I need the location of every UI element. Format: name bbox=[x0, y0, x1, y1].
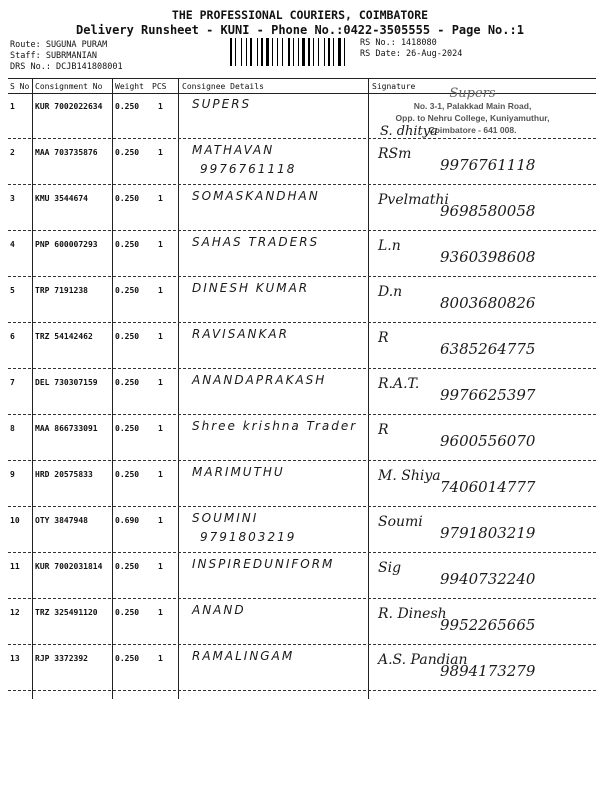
row-consignment-no: TRZ 54142462 bbox=[35, 332, 93, 341]
col-divider bbox=[112, 78, 113, 699]
row-signature: Pvelmathi bbox=[378, 192, 449, 208]
row-consignee-name: RAMALINGAM bbox=[192, 649, 295, 663]
runsheet-subtitle: Delivery Runsheet - KUNI - Phone No.:0422-3505555 - Page No.:1 bbox=[76, 23, 524, 37]
row-signature-phone: 9791803219 bbox=[440, 524, 536, 542]
row-divider bbox=[8, 552, 596, 553]
stamp-address-line: Opp. to Nehru College, Kuniyamuthur, bbox=[395, 113, 550, 123]
row-pcs: 1 bbox=[158, 286, 163, 295]
row-divider bbox=[8, 644, 596, 645]
row-signature: L.n bbox=[378, 238, 401, 254]
row-sno: 1 bbox=[10, 102, 15, 111]
row-pcs: 1 bbox=[158, 240, 163, 249]
row-sno: 4 bbox=[10, 240, 15, 249]
row-divider bbox=[8, 184, 596, 185]
col-divider bbox=[32, 78, 33, 699]
row-weight: 0.250 bbox=[115, 470, 140, 479]
row-pcs: 1 bbox=[158, 608, 163, 617]
row-consignment-no: KMU 3544674 bbox=[35, 194, 88, 203]
row-signature-phone: 9600556070 bbox=[440, 432, 536, 450]
route-label: Route: SUGUNA PURAM bbox=[10, 40, 108, 50]
header-weight: Weight bbox=[115, 82, 144, 91]
row-consignee-name: ANAND bbox=[192, 603, 246, 617]
header-signature: Signature bbox=[372, 82, 416, 91]
row-weight: 0.250 bbox=[115, 608, 140, 617]
row-weight: 0.250 bbox=[115, 332, 140, 341]
col-divider bbox=[178, 78, 179, 699]
row-weight: 0.250 bbox=[115, 240, 140, 249]
row-consignment-no: KUR 7002022634 bbox=[35, 102, 103, 111]
row-signature: M. Shiya bbox=[378, 468, 441, 484]
row-consignment-no: OTY 3847948 bbox=[35, 516, 88, 525]
row-sno: 2 bbox=[10, 148, 15, 157]
row-sno: 7 bbox=[10, 378, 15, 387]
col-divider bbox=[368, 78, 369, 699]
row-weight: 0.250 bbox=[115, 286, 140, 295]
row-sno: 10 bbox=[10, 516, 20, 525]
row-consignee-name: ANANDAPRAKASH bbox=[192, 373, 327, 387]
row-consignee-name: SAHAS TRADERS bbox=[192, 235, 320, 249]
row-signature-phone: 9976761118 bbox=[440, 156, 536, 174]
row-consignment-no: DEL 730307159 bbox=[35, 378, 98, 387]
row-weight: 0.690 bbox=[115, 516, 140, 525]
row-consignment-no: HRD 20575833 bbox=[35, 470, 93, 479]
row-pcs: 1 bbox=[158, 470, 163, 479]
row-signature-phone: 9976625397 bbox=[440, 386, 536, 404]
row-consignment-no: RJP 3372392 bbox=[35, 654, 88, 663]
row-consignee-name: MATHAVAN bbox=[192, 143, 275, 157]
row-divider bbox=[8, 138, 596, 139]
row-pcs: 1 bbox=[158, 562, 163, 571]
row-pcs: 1 bbox=[158, 332, 163, 341]
header-sno: S No bbox=[10, 82, 30, 91]
row-pcs: 1 bbox=[158, 148, 163, 157]
row-signature: R bbox=[378, 330, 389, 346]
row-consignee-name: SOUMINI bbox=[192, 511, 259, 525]
row-consignee-phone: 9976761118 bbox=[200, 162, 297, 176]
row-pcs: 1 bbox=[158, 378, 163, 387]
row-sno: 11 bbox=[10, 562, 20, 571]
stamp-address-line: Coimbatore - 641 008. bbox=[428, 125, 517, 135]
row-signature: R. Dinesh bbox=[378, 606, 447, 622]
header-consignee: Consignee Details bbox=[182, 82, 264, 91]
row-consignment-no: TRP 7191238 bbox=[35, 286, 88, 295]
row-signature-phone: 7406014777 bbox=[440, 478, 536, 496]
row-signature-phone: 9360398608 bbox=[440, 248, 536, 266]
row-divider bbox=[8, 368, 596, 369]
row-signature-phone: 9952265665 bbox=[440, 616, 536, 634]
rs-date: RS Date: 26-Aug-2024 bbox=[360, 49, 463, 59]
row-signature-phone: 6385264775 bbox=[440, 340, 536, 358]
row-sno: 12 bbox=[10, 608, 20, 617]
row-divider bbox=[8, 460, 596, 461]
stamp-name: Supers bbox=[449, 86, 496, 101]
row-divider bbox=[8, 276, 596, 277]
row-divider bbox=[8, 690, 596, 691]
barcode bbox=[230, 38, 355, 66]
row-signature: RSm bbox=[378, 146, 412, 162]
row-consignment-no: KUR 7002031814 bbox=[35, 562, 103, 571]
row-pcs: 1 bbox=[158, 654, 163, 663]
row-signature: R bbox=[378, 422, 389, 438]
row-sno: 13 bbox=[10, 654, 20, 663]
row-signature: D.n bbox=[378, 284, 403, 300]
row-consignment-no: TRZ 325491120 bbox=[35, 608, 98, 617]
row-weight: 0.250 bbox=[115, 148, 140, 157]
row-sno: 3 bbox=[10, 194, 15, 203]
row-pcs: 1 bbox=[158, 194, 163, 203]
row-signature: A.S. Pandian bbox=[378, 652, 468, 668]
row-signature-phone: 9894173279 bbox=[440, 662, 536, 680]
stamp-address-line: No. 3-1, Palakkad Main Road, bbox=[413, 101, 532, 111]
row-sno: 5 bbox=[10, 286, 15, 295]
row-signature: Soumi bbox=[378, 514, 423, 530]
row-sno: 8 bbox=[10, 424, 15, 433]
rs-number: RS No.: 1418080 bbox=[360, 38, 437, 48]
row-weight: 0.250 bbox=[115, 654, 140, 663]
row-pcs: 1 bbox=[158, 102, 163, 111]
row-consignee-name: INSPIREDUNIFORM bbox=[192, 557, 335, 571]
row-signature: S. dhitya bbox=[380, 124, 438, 139]
row-consignee-name: RAVISANKAR bbox=[192, 327, 289, 341]
row-divider bbox=[8, 414, 596, 415]
row-signature: Sig bbox=[378, 560, 402, 576]
drs-number: DRS No.: DCJB141808001 bbox=[10, 62, 123, 72]
row-weight: 0.250 bbox=[115, 194, 140, 203]
row-divider bbox=[8, 230, 596, 231]
row-consignee-name: DINESH KUMAR bbox=[192, 281, 310, 295]
row-consignment-no: MAA 703735876 bbox=[35, 148, 98, 157]
company-title: THE PROFESSIONAL COURIERS, COIMBATORE bbox=[171, 8, 429, 22]
row-sno: 6 bbox=[10, 332, 15, 341]
row-weight: 0.250 bbox=[115, 562, 140, 571]
row-consignee-name: SUPERS bbox=[192, 97, 252, 111]
row-consignee-phone: 9791803219 bbox=[200, 530, 297, 544]
row-pcs: 1 bbox=[158, 424, 163, 433]
row-divider bbox=[8, 506, 596, 507]
row-signature: R.A.T. bbox=[378, 376, 420, 392]
table-top-rule bbox=[8, 78, 596, 79]
row-consignee-name: Shree krishna Trader bbox=[192, 419, 358, 433]
row-consignee-name: SOMASKANDHAN bbox=[192, 189, 320, 203]
row-consignment-no: MAA 866733091 bbox=[35, 424, 98, 433]
row-pcs: 1 bbox=[158, 516, 163, 525]
staff-label: Staff: SUBRMANIAN bbox=[10, 51, 97, 61]
row-signature-phone: 8003680826 bbox=[440, 294, 536, 312]
row-sno: 9 bbox=[10, 470, 15, 479]
row-consignee-name: MARIMUTHU bbox=[192, 465, 285, 479]
header-pcs: PCS bbox=[152, 82, 167, 91]
row-signature-phone: 9940732240 bbox=[440, 570, 536, 588]
row-consignment-no: PNP 600007293 bbox=[35, 240, 98, 249]
header-consignment: Consignment No bbox=[35, 82, 103, 91]
row-signature-phone: 9698580058 bbox=[440, 202, 536, 220]
row-divider bbox=[8, 322, 596, 323]
row-weight: 0.250 bbox=[115, 424, 140, 433]
row-weight: 0.250 bbox=[115, 378, 140, 387]
row-divider bbox=[8, 598, 596, 599]
row-weight: 0.250 bbox=[115, 102, 140, 111]
